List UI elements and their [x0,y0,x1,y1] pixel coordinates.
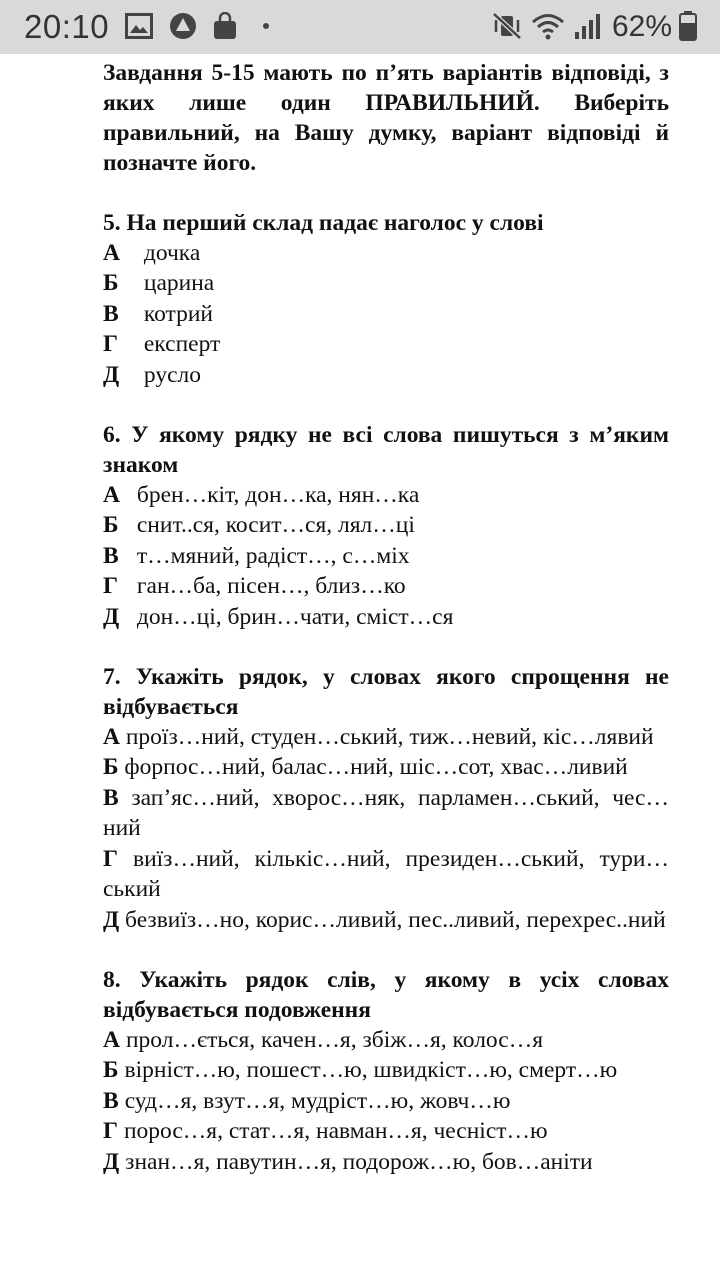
wifi-icon [530,12,566,40]
question-5 [103,208,669,390]
option-letter: Г [103,845,118,872]
question-7 [103,662,669,935]
option-text: суд…я, взут…я, мудріст…ю, жовч…ю [124,1087,511,1114]
option-letter: Д [103,603,120,630]
option-letter: Г [103,1118,118,1145]
clock: 20:10 [24,8,110,45]
option-text: проїз…ний, студен…ський, тиж…невий, кіс…лявий [125,724,654,751]
option-text: т…мяний, радіст…, с…міх [136,542,410,569]
option-letter: В [103,1087,119,1114]
option-letter: Б [103,270,119,297]
option-text: форпос…ний, балас…ний, шіс…сот, хвас…ливий [124,754,628,781]
instructions: Завдання 5-15 мають по п’ять варіантів відповіді, з яких лише один ПРАВИЛЬНИЙ. Виберіть правильний, на Вашу думку, варіант відповіді й позначте його. [103,60,669,176]
option-letter: А [103,724,120,751]
answer-option[interactable] [103,268,669,298]
option-letter: А [103,240,120,266]
answer-option[interactable] [103,722,669,752]
option-text: зап’яс…ний, хворос…няк, парламен…ський, чес…ний [103,784,669,842]
document-content [103,58,669,1177]
answer-option[interactable] [103,299,669,329]
answer-option[interactable] [103,1147,669,1177]
option-text: виїз…ний, кількіс…ний, президен…ський, тури…ський [103,845,670,903]
option-text: дочка [143,240,201,266]
option-text: снит..ся, косит…ся, лял…ці [136,512,415,539]
option-letter: Б [103,754,119,781]
dot-icon [260,12,272,40]
answer-option[interactable] [103,480,669,510]
option-letter: В [103,542,119,569]
option-text: брен…кіт, дон…ка, нян…ка [136,482,420,509]
answer-option[interactable] [103,1025,669,1055]
option-text: царина [143,270,215,297]
drive-icon [168,12,198,40]
option-letter: Г [103,573,118,600]
battery-percent: 62% [611,10,672,43]
option-text: безвиїз…но, корис…ливий, пес..ливий, перехрес..ний [125,906,666,933]
option-letter: А [103,1026,120,1053]
answer-option[interactable] [103,1055,669,1085]
option-text: знан…я, павутин…я, подорож…ю, бов…аніти [125,1148,593,1175]
image-icon [124,12,154,40]
option-letter: Д [103,1148,120,1175]
answer-option[interactable] [103,238,669,268]
answer-option[interactable] [103,541,669,571]
option-letter: В [103,300,119,327]
battery-icon [678,12,698,40]
question-8 [103,965,669,1177]
signal-icon [572,12,602,40]
option-text: русло [143,361,201,388]
answer-option[interactable] [103,510,669,540]
option-letter: Г [103,331,118,358]
option-text: експерт [143,331,221,358]
mute-vibrate-icon [492,12,522,40]
question-title: 7. Укажіть рядок, у словах якого спрощення не відбувається [103,664,669,721]
status-bar [0,0,720,54]
answer-option[interactable] [103,752,669,782]
option-text: порос…я, стат…я, навман…я, чесніст…ю [123,1118,548,1145]
answer-option[interactable] [103,571,669,601]
option-letter: А [103,482,120,509]
option-letter: В [103,784,119,811]
answer-option[interactable] [103,329,669,359]
shopping-bag-icon [211,12,239,40]
option-text: прол…ється, качен…я, збіж…я, колос…я [125,1026,544,1053]
option-text: вірніст…ю, пошест…ю, швидкіст…ю, смерт…ю [124,1057,618,1084]
question-6 [103,420,669,632]
question-title: 6. У якому рядку не всі слова пишуться з м’яким знаком [103,422,669,479]
answer-option[interactable] [103,844,669,905]
question-title: 8. Укажіть рядок слів, у якому в усіх словах відбувається подовження [103,966,669,1023]
option-letter: Д [103,906,120,933]
option-text: дон…ці, брин…чати, сміст…ся [136,603,454,630]
question-title: 5. На перший склад падає наголос у слові [103,210,544,236]
answer-option[interactable] [103,602,669,632]
answer-option[interactable] [103,783,669,844]
option-letter: Б [103,512,119,539]
option-text: котрий [143,300,213,327]
option-text: ган…ба, пісен…, близ…ко [136,573,406,600]
answer-option[interactable] [103,1116,669,1146]
option-letter: Б [103,1057,119,1084]
option-letter: Д [103,361,120,388]
answer-option[interactable] [103,1086,669,1116]
answer-option[interactable] [103,360,669,390]
answer-option[interactable] [103,905,669,935]
